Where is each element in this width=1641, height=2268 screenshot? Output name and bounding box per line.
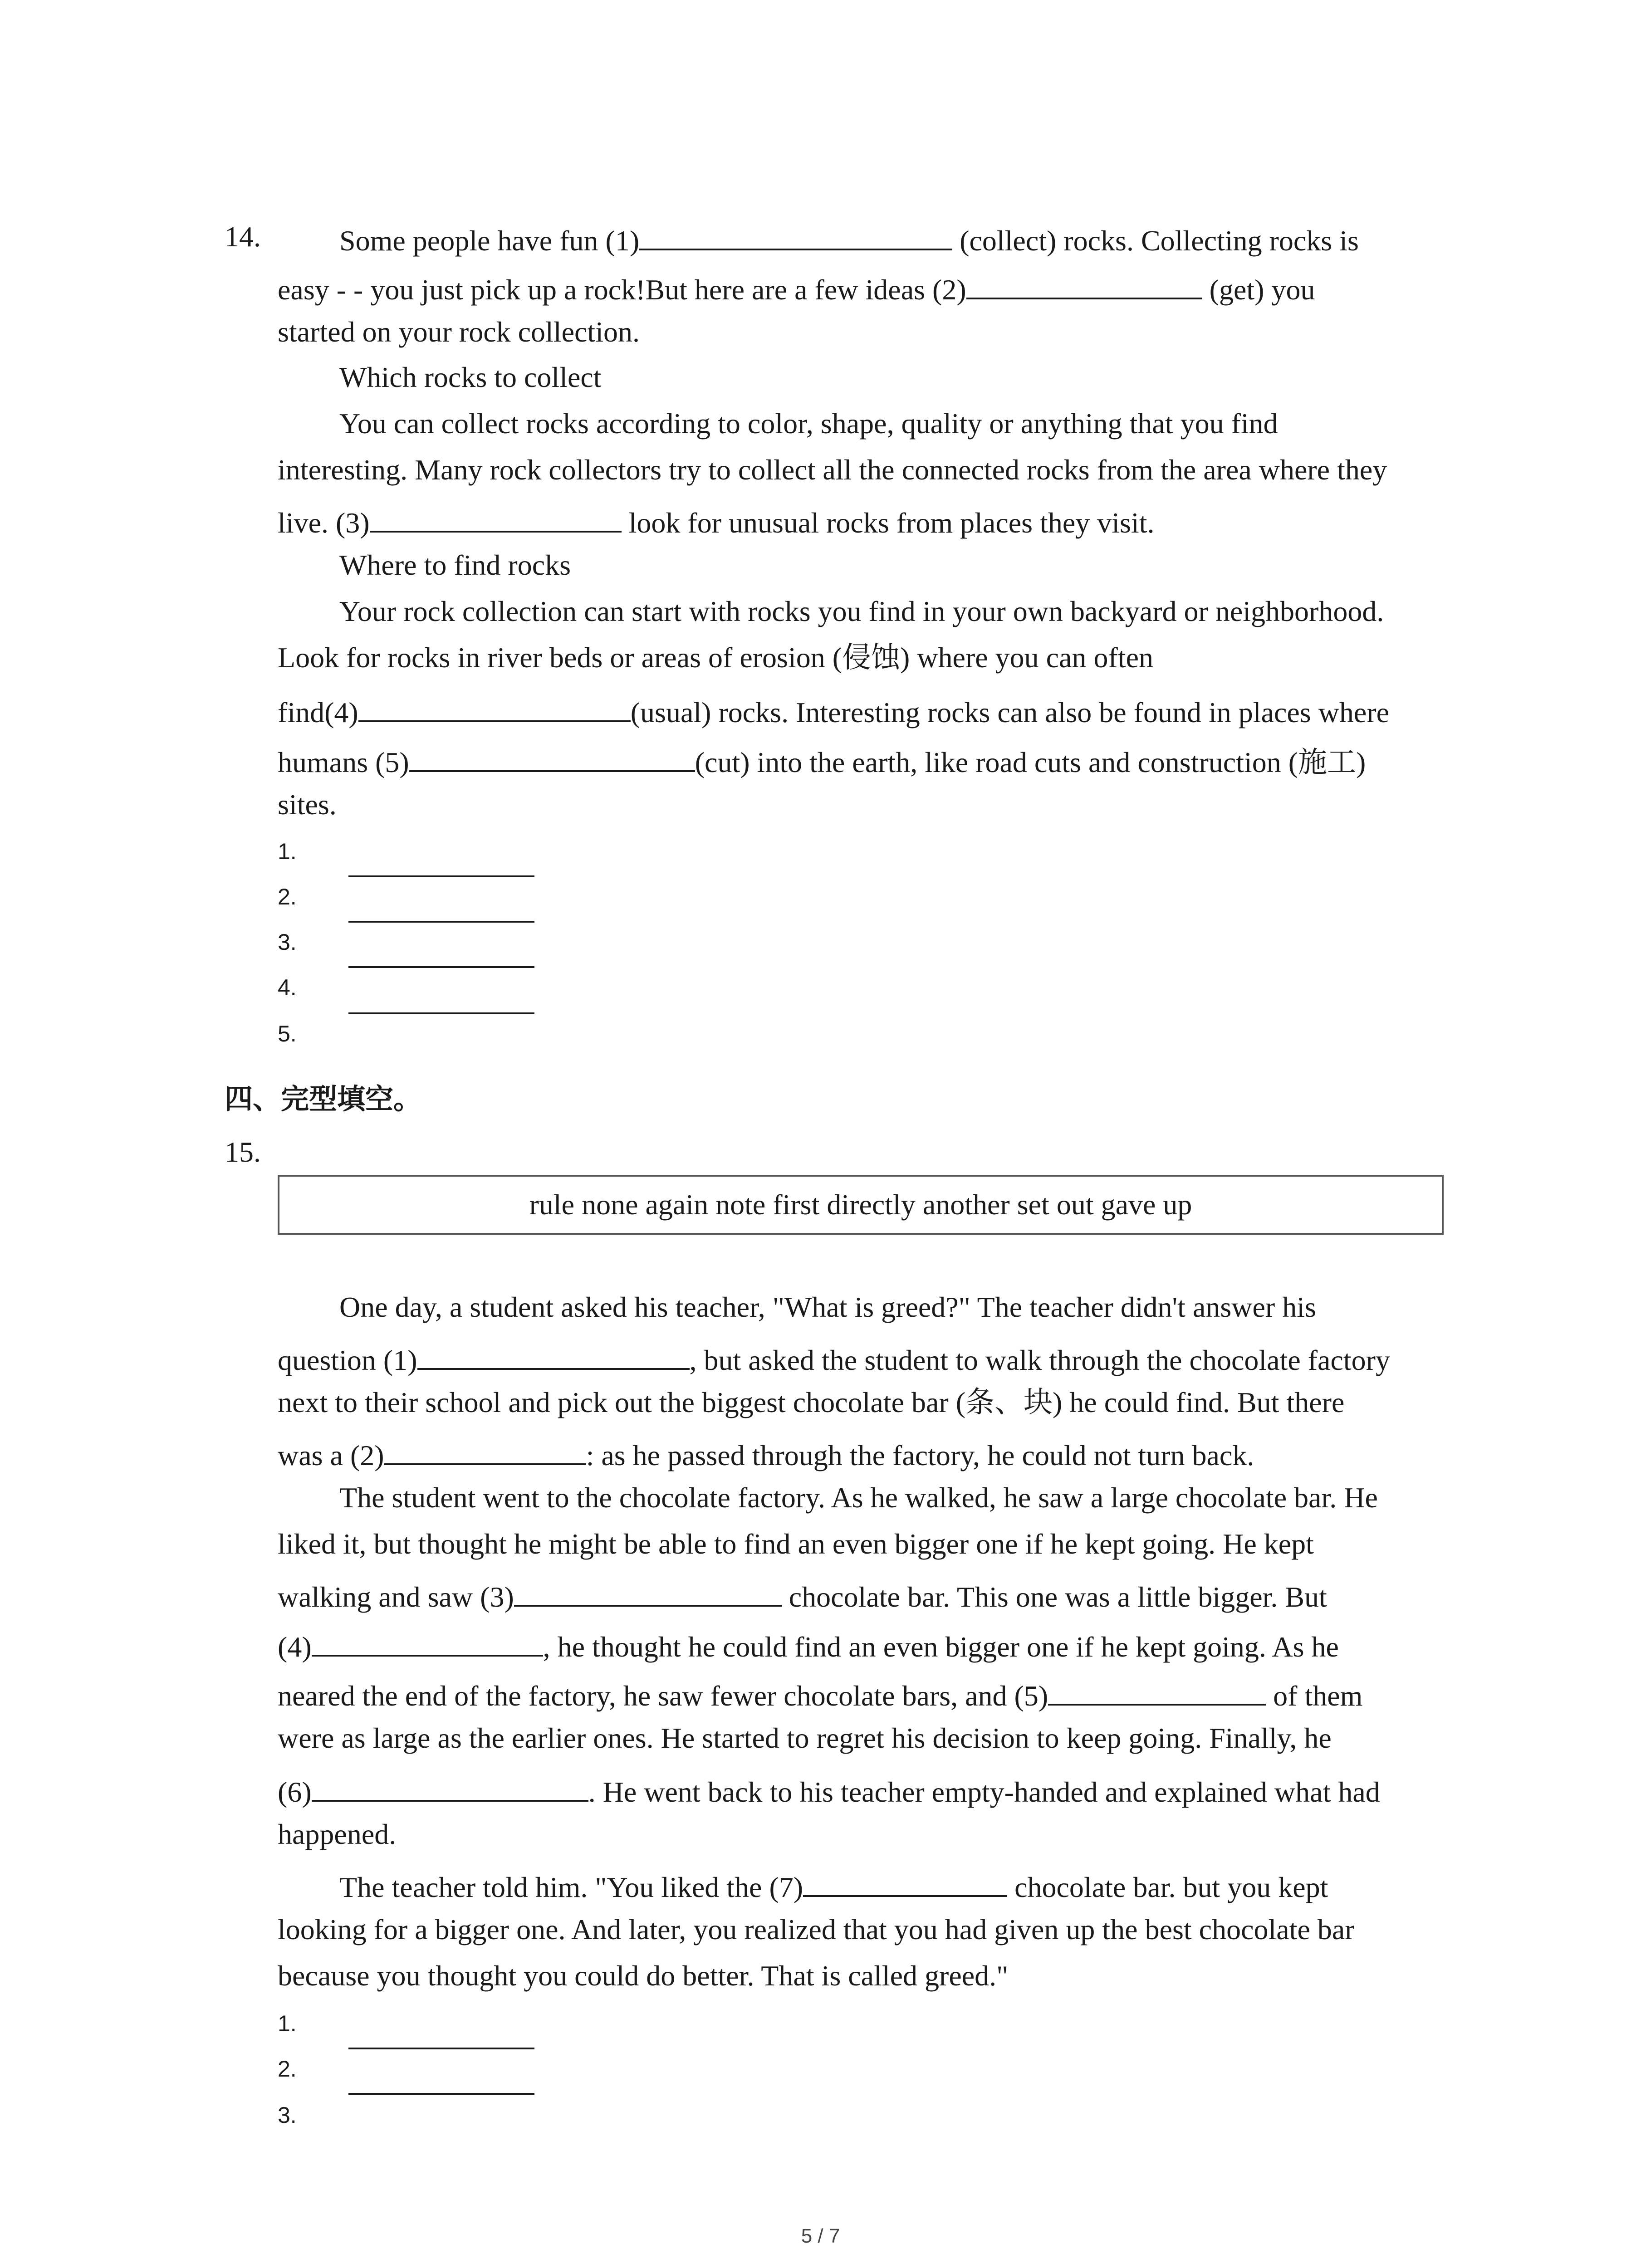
q14-line — [278, 504, 1154, 538]
q15-line — [278, 1677, 1362, 1711]
question-number-15: 15. — [225, 1136, 261, 1168]
q15-text: (4) — [278, 1631, 312, 1663]
word-bank-text: rule none again note first directly another set out gave up — [529, 1188, 1192, 1221]
blank-3[interactable] — [514, 1579, 782, 1607]
q15-line: One day, a student asked his teacher, "What is greed?" The teacher didn't answer his — [339, 1291, 1316, 1323]
answer-number: 3. — [278, 2102, 297, 2128]
q14-text: live. (3) — [278, 507, 370, 539]
page-number: 5 / 7 — [801, 2225, 840, 2247]
q15-line: The student went to the chocolate factory. As he walked, he saw a large chocolate bar. He — [339, 1481, 1378, 1514]
blank-4[interactable] — [312, 1628, 543, 1657]
blank-5[interactable] — [409, 744, 695, 772]
section-heading: 四、完型填空。 — [225, 1082, 422, 1115]
q15-text: of them — [1266, 1680, 1363, 1712]
answer-line[interactable] — [348, 2048, 534, 2049]
blank-5[interactable] — [1048, 1677, 1266, 1706]
answer-line[interactable] — [348, 875, 534, 877]
q14-text: easy - - you just pick up a rock!But here are a few ideas (2) — [278, 274, 966, 306]
blank-6[interactable] — [312, 1774, 588, 1802]
answer-number: 1. — [278, 839, 297, 864]
q15-line — [278, 1774, 1380, 1807]
q14-line: Look for rocks in river beds or areas of erosion (侵蚀) where you can often — [278, 641, 1153, 674]
q15-line: happened. — [278, 1818, 397, 1850]
q15-text: , he thought he could find an even bigger one if he kept going. As he — [543, 1631, 1339, 1663]
answer-line[interactable] — [348, 966, 534, 968]
q15-text: chocolate bar. This one was a little bigger. But — [781, 1581, 1327, 1613]
q15-line — [278, 1628, 1339, 1662]
q14-line: started on your rock collection. — [278, 316, 640, 348]
blank-1[interactable] — [417, 1342, 690, 1370]
q15-text: , but asked the student to walk through the chocolate factory — [689, 1344, 1390, 1376]
q15-line — [339, 1869, 1328, 1902]
q14-line — [278, 694, 1389, 727]
q15-line — [278, 1342, 1390, 1375]
blank-2[interactable] — [966, 271, 1202, 299]
q14-text: Some people have fun (1) — [339, 225, 640, 257]
q15-line: liked it, but thought he might be able to find an even bigger one if he kept going. He kept — [278, 1528, 1314, 1560]
q15-text: : as he passed through the factory, he could not turn back. — [586, 1439, 1254, 1471]
q14-line: Your rock collection can start with rocks you find in your own backyard or neighborhood. — [339, 595, 1384, 627]
q15-text: (6) — [278, 1776, 312, 1808]
blank-1[interactable] — [639, 222, 952, 250]
q14-line — [278, 271, 1315, 304]
q14-text: (cut) into the earth, like road cuts and construction (施工) — [695, 746, 1366, 778]
answer-line[interactable] — [348, 1012, 534, 1014]
q14-text: (collect) rocks. Collecting rocks is — [952, 225, 1359, 257]
q15-line — [278, 1579, 1327, 1612]
q15-text: neared the end of the factory, he saw fewer chocolate bars, and (5) — [278, 1680, 1048, 1712]
answer-number: 1. — [278, 2011, 297, 2036]
q15-text: The teacher told him. "You liked the (7) — [339, 1871, 803, 1903]
q14-line — [278, 744, 1366, 777]
q14-line: interesting. Many rock collectors try to collect all the connected rocks from the area where they — [278, 454, 1387, 486]
q15-line: because you thought you could do better. That is called greed." — [278, 1960, 1009, 1992]
q15-text: chocolate bar. but you kept — [1007, 1871, 1328, 1903]
q14-line — [339, 222, 1359, 255]
q14-text: (get) you — [1202, 274, 1315, 306]
answer-number: 3. — [278, 929, 297, 955]
q15-text: was a (2) — [278, 1439, 384, 1471]
answer-line[interactable] — [348, 2093, 534, 2095]
answer-number: 2. — [278, 2056, 297, 2082]
q14-line: You can collect rocks according to color, shape, quality or anything that you find — [339, 407, 1278, 440]
q15-line: next to their school and pick out the biggest chocolate bar (条、块) he could find. But there — [278, 1386, 1345, 1418]
subheading-where-find: Where to find rocks — [339, 549, 571, 581]
blank-4[interactable] — [358, 694, 631, 722]
q15-line — [278, 1437, 1254, 1470]
q14-text: (usual) rocks. Interesting rocks can also be found in places where — [630, 696, 1390, 728]
subheading-which-rocks: Which rocks to collect — [339, 361, 602, 393]
answer-line[interactable] — [348, 921, 534, 923]
answer-number: 2. — [278, 884, 297, 909]
q14-line: sites. — [278, 788, 337, 821]
answer-number: 4. — [278, 975, 297, 1000]
q15-text: . He went back to his teacher empty-handed and explained what had — [588, 1776, 1380, 1808]
q15-line: were as large as the earlier ones. He started to regret his decision to keep going. Finally, he — [278, 1722, 1332, 1754]
q15-line: looking for a bigger one. And later, you realized that you had given up the best chocolate bar — [278, 1913, 1355, 1945]
blank-2[interactable] — [384, 1437, 586, 1465]
q14-text: look for unusual rocks from places they visit. — [621, 507, 1155, 539]
blank-3[interactable] — [370, 504, 622, 533]
q15-text: question (1) — [278, 1344, 417, 1376]
blank-7[interactable] — [803, 1869, 1007, 1897]
answer-number: 5. — [278, 1021, 297, 1046]
question-number-14: 14. — [225, 220, 261, 253]
q15-text: walking and saw (3) — [278, 1581, 514, 1613]
q14-text: find(4) — [278, 696, 358, 728]
q14-text: humans (5) — [278, 746, 409, 778]
word-bank-box — [278, 1175, 1444, 1235]
